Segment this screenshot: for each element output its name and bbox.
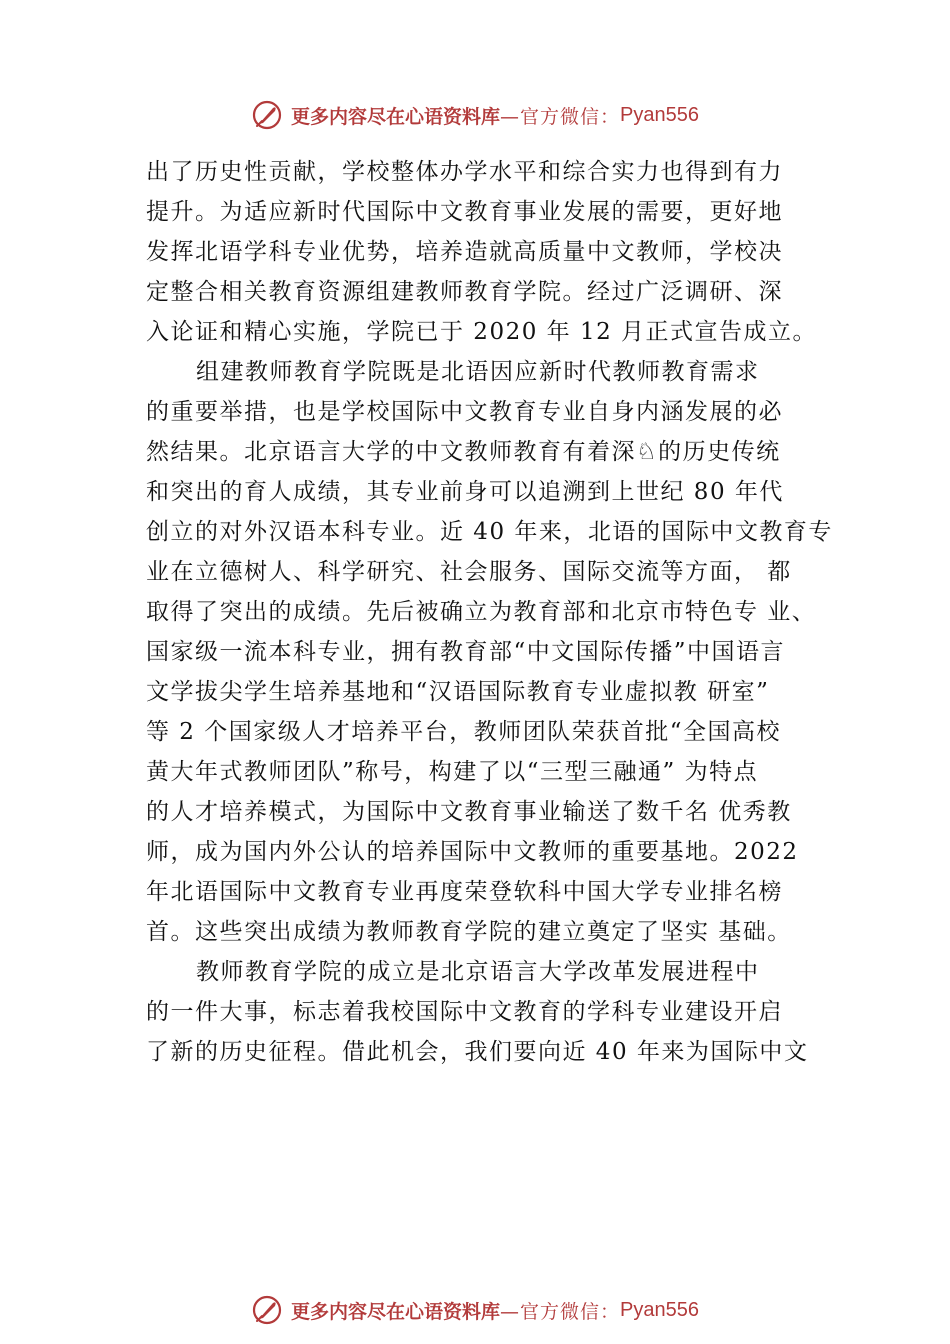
text-line: 业在立德树人、科学研究、社会服务、国际交流等方面， 都 bbox=[146, 559, 792, 585]
text-line: 了新的历史征程。借此机会，我们要向近 40 年来为国际中文 bbox=[146, 1039, 809, 1065]
text-line: 定整合相关教育资源组建教师教育学院。经过广泛调研、深 bbox=[146, 279, 783, 305]
text-line: 文学拔尖学生培养基地和“汉语国际教育专业虚拟教 研室” bbox=[146, 679, 770, 705]
text-line: 年北语国际中文教育专业再度荣登软科中国大学专业排名榜 bbox=[146, 879, 783, 905]
banner-account: Pyan556 bbox=[620, 1298, 699, 1321]
text-line: 和突出的育人成绩，其专业前身可以追溯到上世纪 80 年代 bbox=[146, 479, 784, 505]
text-line: 发挥北语学科专业优势，培养造就高质量中文教师，学校决 bbox=[146, 239, 783, 265]
text-line: 创立的对外汉语本科专业。近 40 年来，北语的国际中文教育专 bbox=[146, 519, 833, 545]
header-banner bbox=[0, 95, 950, 135]
paragraph-start-line: 教师教育学院的成立是北京语言大学改革发展进程中 bbox=[196, 959, 760, 985]
text-line: 的一件大事，标志着我校国际中文教育的学科专业建设开启 bbox=[146, 999, 783, 1025]
text-line: 等 2 个国家级人才培养平台，教师团队荣获首批“全国高校 bbox=[146, 719, 782, 745]
banner-light-text: —官方微信： bbox=[500, 105, 621, 128]
text-line: 取得了突出的成绩。先后被确立为教育部和北京市特色专 业、 bbox=[146, 599, 817, 625]
document-body bbox=[146, 152, 836, 1072]
text-line: 的重要举措，也是学校国际中文教育专业自身内涵发展的必 bbox=[146, 399, 783, 425]
feather-pen-logo-icon bbox=[251, 1294, 283, 1326]
text-line: 出了历史性贡献，学校整体办学水平和综合实力也得到有力 bbox=[146, 159, 783, 185]
footer-banner bbox=[0, 1290, 950, 1330]
feather-pen-logo-icon bbox=[251, 99, 283, 131]
text-line: 然结果。北京语言大学的中文教师教育有着深♘的历史传统 bbox=[146, 439, 781, 465]
banner-light-text: —官方微信： bbox=[500, 1300, 621, 1323]
text-line: 国家级一流本科专业，拥有教育部“中文国际传播”中国语言 bbox=[146, 639, 786, 665]
text-line: 师，成为国内外公认的培养国际中文教师的重要基地。2022 bbox=[146, 839, 799, 865]
text-line: 的人才培养模式，为国际中文教育事业输送了数千名 优秀教 bbox=[146, 799, 792, 825]
text-line: 入论证和精心实施，学院已于 2020 年 12 月正式宣告成立。 bbox=[146, 319, 818, 345]
text-line: 黄大年式教师团队”称号，构建了以“三型三融通” 为特点 bbox=[146, 759, 759, 785]
text-line: 提升。为适应新时代国际中文教育事业发展的需要，更好地 bbox=[146, 199, 783, 225]
banner-bold-text: 更多内容尽在心语资料库 bbox=[291, 105, 501, 128]
banner-bold-text: 更多内容尽在心语资料库 bbox=[291, 1300, 501, 1323]
text-line: 首。这些突出成绩为教师教育学院的建立奠定了坚实 基础。 bbox=[146, 919, 792, 945]
paragraph-start-line: 组建教师教育学院既是北语因应新时代教师教育需求 bbox=[196, 359, 760, 385]
banner-account: Pyan556 bbox=[620, 103, 699, 126]
